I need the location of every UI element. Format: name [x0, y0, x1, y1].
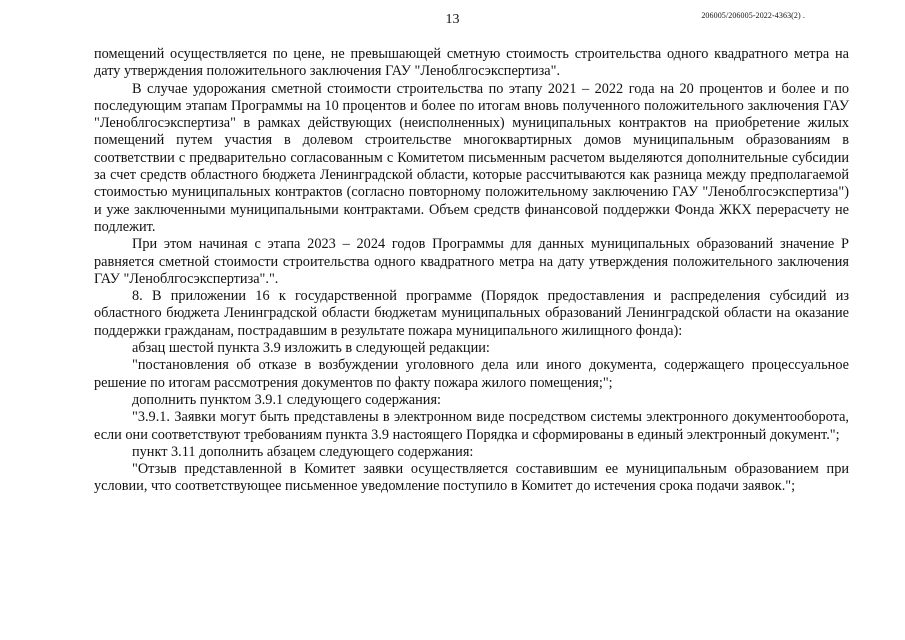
paragraph: 8. В приложении 16 к государственной программе (Порядок предоставления и распределения субсидий из областного бюджета Ленинградской области бюджетам муниципальных образований Ленинградской области на оказание поддержки гражданам, пострадавшим в результате пожара муниципального жилищного фонда): [94, 288, 849, 339]
paragraph: пункт 3.11 дополнить абзацем следующего содержания: [132, 443, 474, 460]
document-code: 206005/206005-2022-4363(2) . [701, 11, 805, 20]
paragraph: дополнить пунктом 3.9.1 следующего содержания: [132, 391, 441, 408]
document-body [94, 46, 849, 496]
paragraph: В случае удорожания сметной стоимости строительства по этапу 2021 – 2022 года на 20 процентов и более и по последующим этапам Программы на 10 процентов и более по итогам вновь полученного положительного заключения ГАУ "Леноблгосэкспертиза" в рамках действующих (неисполненных) муниципальных контрактов на приобретение жилых помещений путем участия в долевом строительстве многоквартирных домов муниципальным образованиям в соответствии с предварительно согласованным с Комитетом письменным расчетом выделяются дополнительные субсидии за счет средств областного бюджета Ленинградской области, которые рассчитываются как разница между предполагаемой стоимостью муниципальных контрактов (согласно повторному положительному заключению ГАУ "Леноблгосэкспертиза") и уже заключенными муниципальными контрактами. Объем средств финансовой поддержки Фонда ЖКХ перерасчету не подлежит. [94, 80, 849, 235]
page-number: 13 [445, 12, 460, 27]
paragraph: "3.9.1. Заявки могут быть представлены в электронном виде посредством системы электронного документооборота, если они соответствуют требованиям пункта 3.9 настоящего Порядка и сформированы в единый электронный документ."; [94, 409, 849, 443]
paragraph: При этом начиная с этапа 2023 – 2024 годов Программы для данных муниципальных образований значение Р равняется сметной стоимости строительства одного квадратного метра на дату утверждения положительного заключения ГАУ "Леноблгосэкспертиза".". [94, 236, 849, 287]
paragraph: "постановления об отказе в возбуждении уголовного дела или иного документа, содержащего процессуальное решение по итогам рассмотрения документов по факту пожара жилого помещения;"; [94, 357, 849, 391]
paragraph: "Отзыв представленной в Комитет заявки осуществляется составившим ее муниципальным образованием при условии, что соответствующее письменное уведомление поступило в Комитет до истечения срока подачи заявок."; [94, 461, 849, 495]
paragraph: помещений осуществляется по цене, не превышающей сметную стоимость строительства одного квадратного метра на дату утверждения положительного заключения ГАУ "Леноблгосэкспертиза". [94, 46, 849, 80]
paragraph: абзац шестой пункта 3.9 изложить в следующей редакции: [132, 340, 490, 357]
